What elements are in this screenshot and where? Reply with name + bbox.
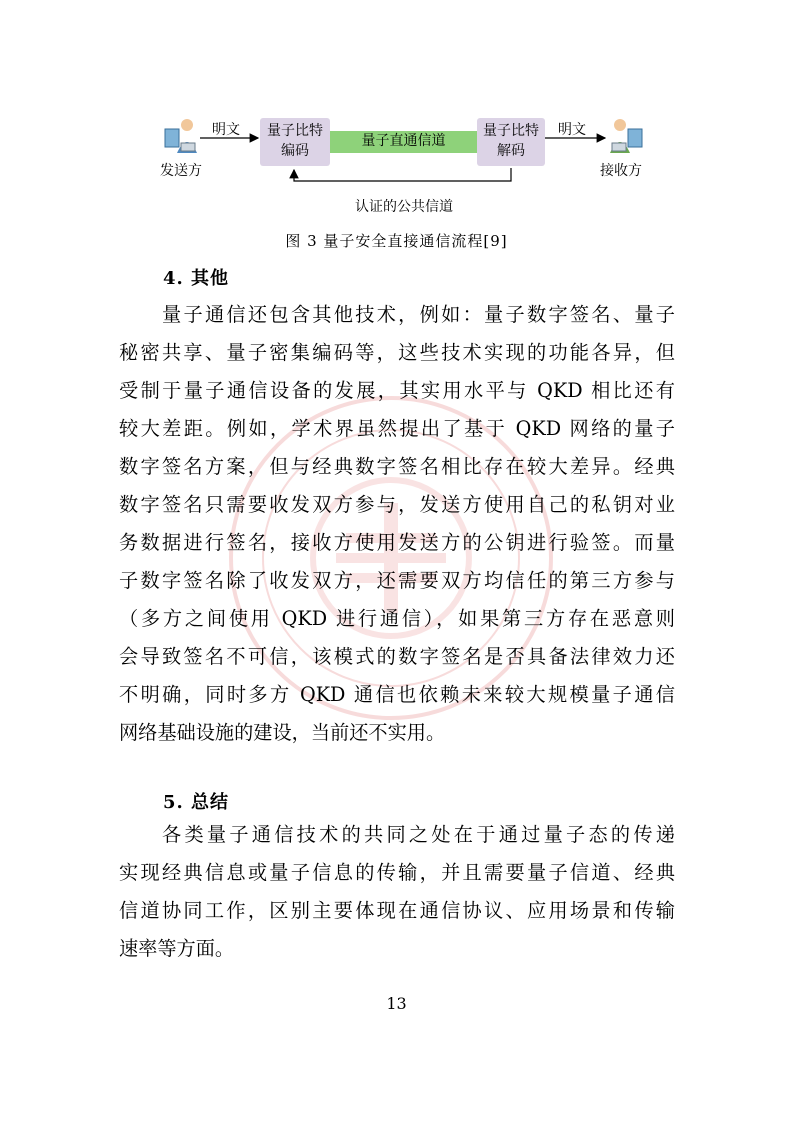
public-channel-label: 认证的公共信道 — [355, 199, 453, 215]
section-5-paragraph — [119, 816, 675, 968]
text-line: 会导致签名不可信，该模式的数字签名是否具备法律效力还 — [119, 645, 675, 668]
text-line: 数字签名只需要收发双方参与，发送方使用自己的私钥对业 — [119, 493, 675, 516]
encode-box-line1: 量子比特 — [267, 123, 323, 139]
text-line: （多方之间使用 QKD 进行通信），如果第三方存在恶意则 — [119, 607, 675, 630]
receiver-person-computer-icon — [608, 115, 644, 155]
text-line: 子数字签名除了收发双方，还需要双方均信任的第三方参与 — [119, 569, 675, 592]
page-number: 13 — [386, 994, 407, 1013]
text-line: 数字签名方案，但与经典数字签名相比存在较大差异。经典 — [119, 455, 675, 478]
section-4-heading: 4. 其他 — [163, 268, 230, 289]
quantum-direct-channel: 量子直通信道 — [330, 131, 477, 153]
decode-box-line2: 解码 — [497, 143, 525, 159]
qubit-encode-box — [260, 118, 330, 166]
qsdc-flow-diagram — [0, 0, 793, 230]
text-line: 信道协同工作，区别主要体现在通信协议、应用场景和传输 — [119, 899, 675, 922]
section-4-paragraph — [119, 296, 675, 752]
text-line: 各类量子通信技术的共同之处在于通过量子态的传递 — [162, 823, 675, 846]
section-5-heading: 5. 总结 — [163, 792, 230, 813]
receiver-label: 接收方 — [600, 163, 642, 179]
text-line: 较大差距。例如，学术界虽然提出了基于 QKD 网络的量子 — [119, 417, 675, 440]
decode-box-line1: 量子比特 — [483, 123, 539, 139]
encode-box-line2: 编码 — [281, 143, 309, 159]
text-line: 速率等方面。 — [119, 937, 235, 960]
figure-caption: 图 3 量子安全直接通信流程[9] — [285, 232, 508, 250]
sender-label: 发送方 — [160, 163, 202, 179]
plaintext-left-label: 明文 — [212, 122, 240, 138]
text-line: 秘密共享、量子密集编码等，这些技术实现的功能各异，但 — [119, 341, 675, 364]
sender-person-computer-icon — [163, 115, 199, 155]
plaintext-right-label: 明文 — [558, 122, 586, 138]
text-line: 受制于量子通信设备的发展，其实用水平与 QKD 相比还有 — [119, 379, 675, 402]
text-line: 务数据进行签名，接收方使用发送方的公钥进行验签。而量 — [119, 531, 675, 554]
text-line: 不明确，同时多方 QKD 通信也依赖未来较大规模量子通信 — [119, 683, 675, 706]
text-line: 实现经典信息或量子信息的传输，并且需要量子信道、经典 — [119, 861, 675, 884]
qubit-decode-box — [477, 118, 545, 166]
text-line: 网络基础设施的建设，当前还不实用。 — [119, 721, 446, 744]
text-line: 量子通信还包含其他技术，例如：量子数字签名、量子 — [162, 303, 675, 326]
